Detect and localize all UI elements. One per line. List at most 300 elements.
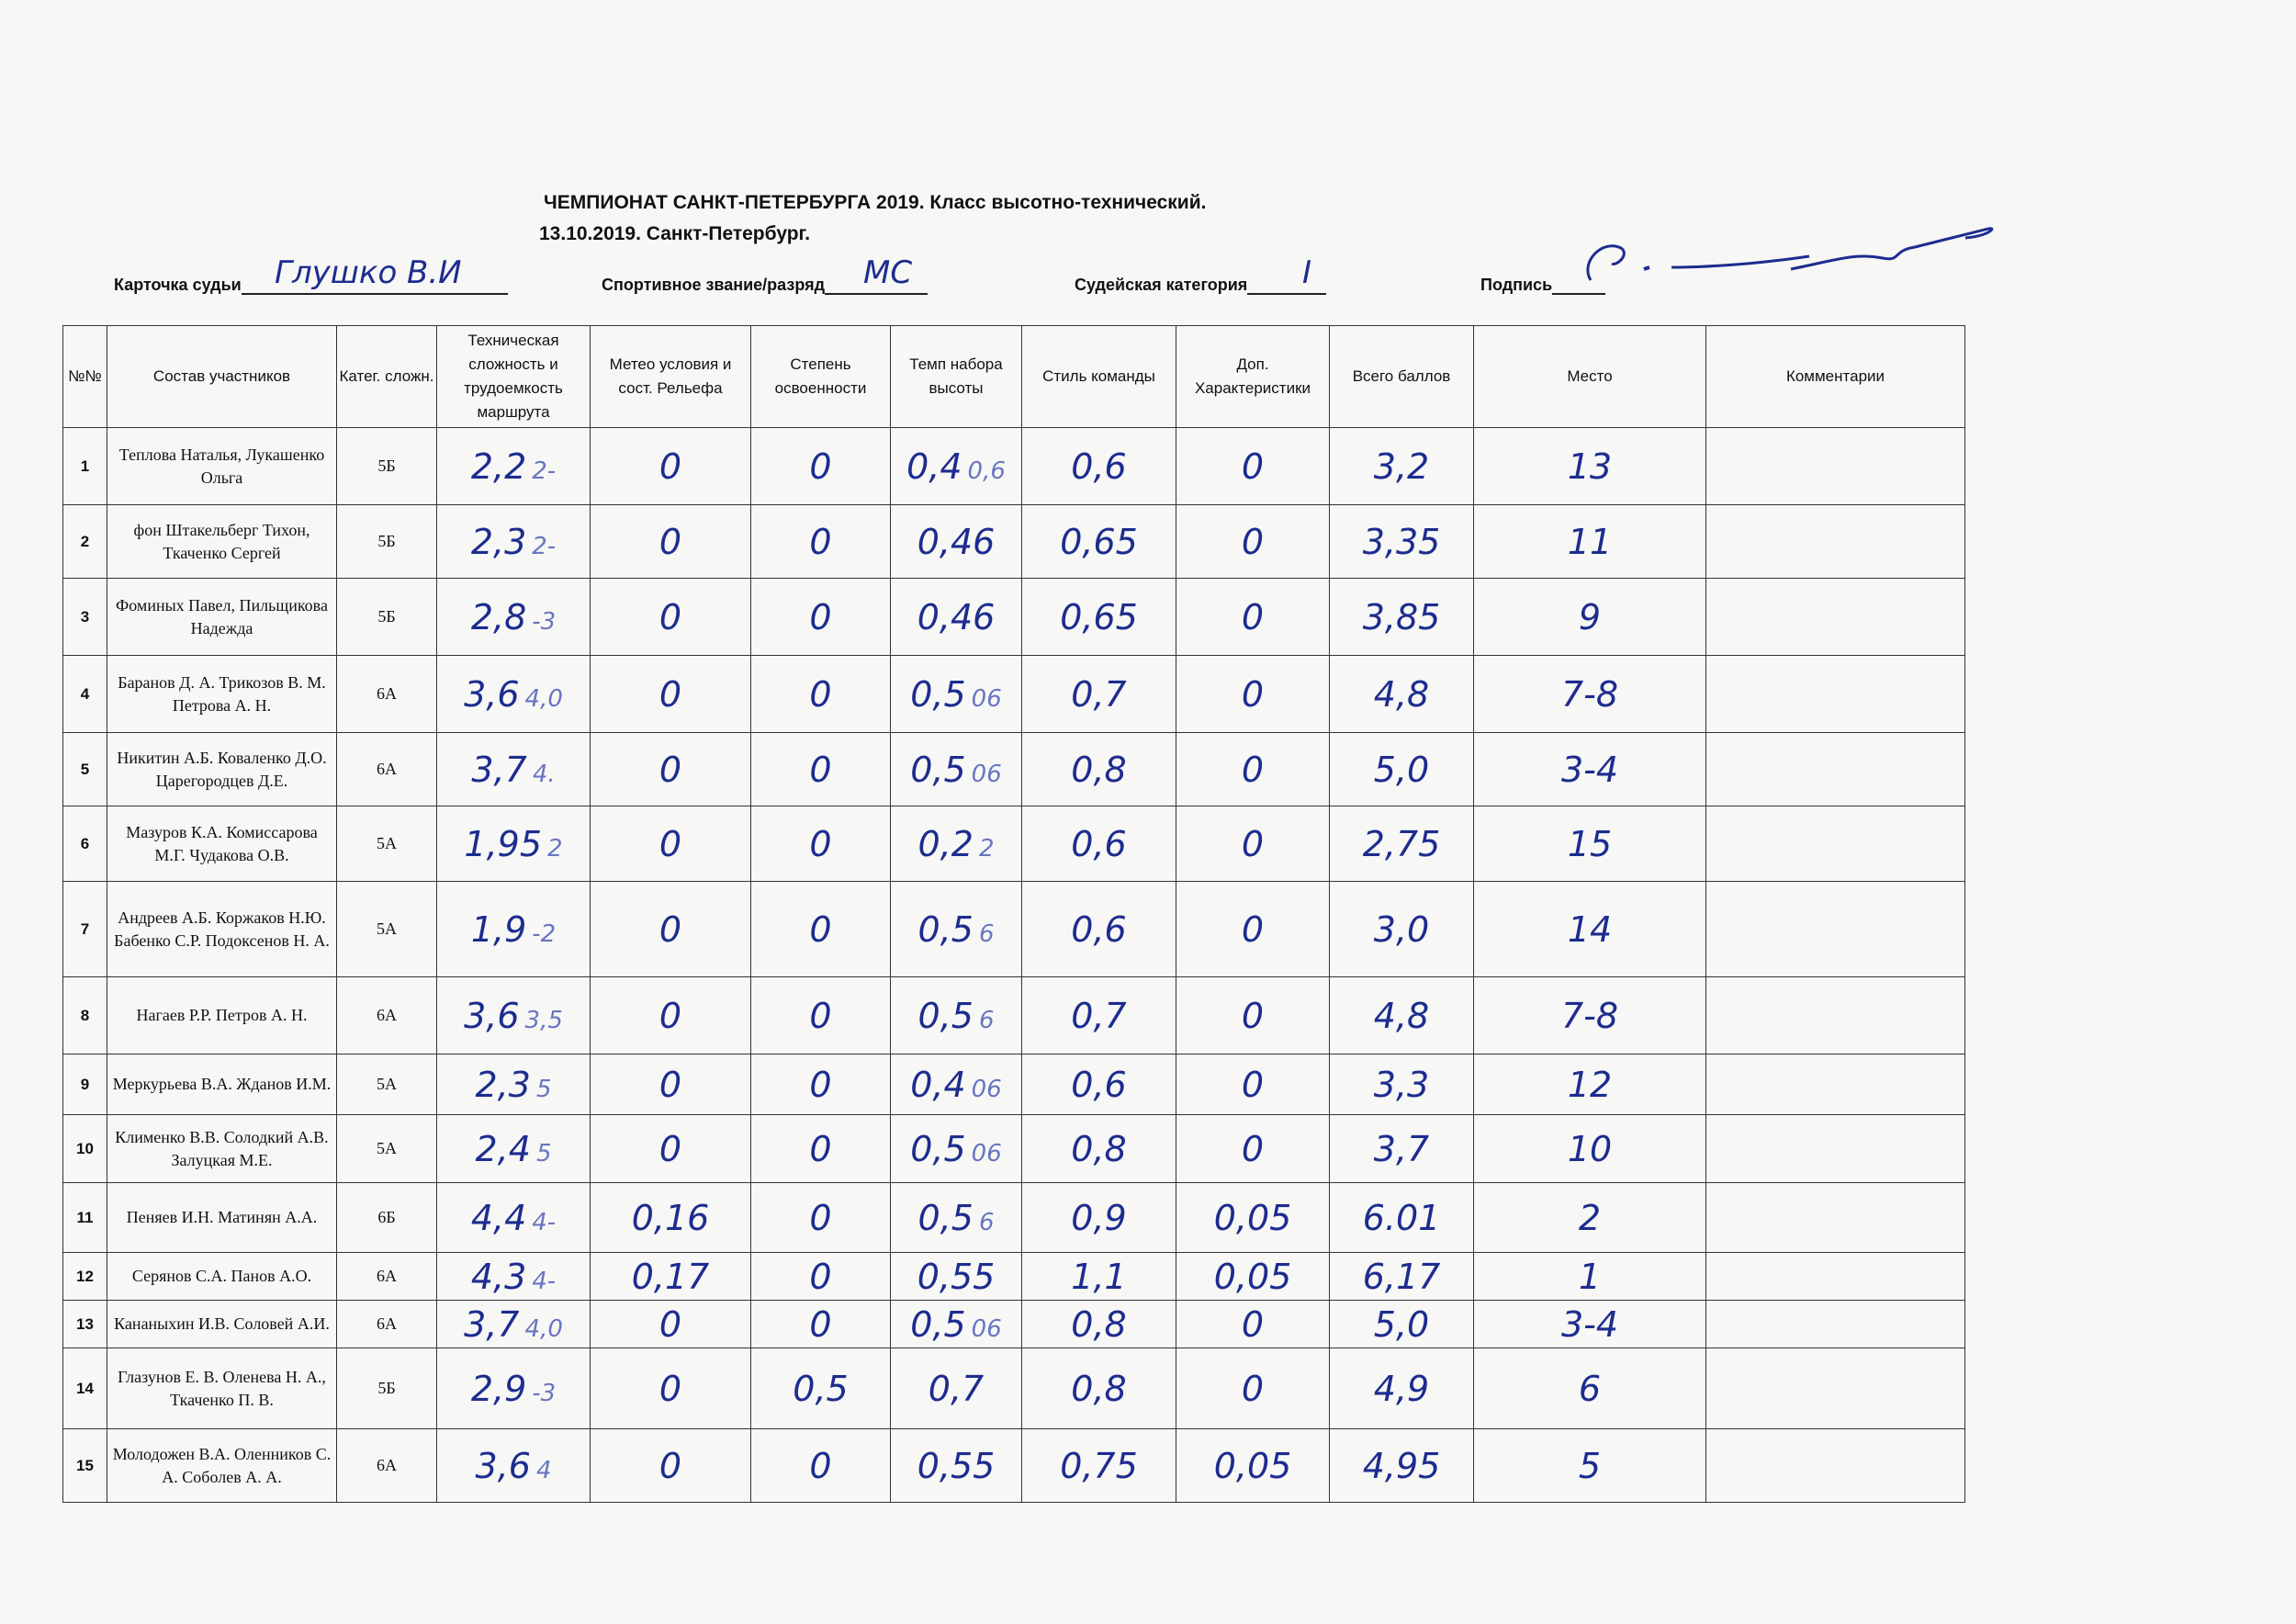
col-extra: Доп. Характеристики [1176,326,1330,428]
pace-cell-note: 0,6 [967,457,1006,485]
pace-cell-value: 0,5 [917,1197,974,1238]
pace-cell [891,733,1022,806]
degree-cell [751,806,891,882]
style-cell [1022,656,1176,733]
place-cell-value: 13 [1567,445,1613,487]
total-cell-value: 3,85 [1362,596,1441,637]
degree-cell-value: 0 [809,673,832,715]
style-cell [1022,882,1176,977]
style-cell [1022,1348,1176,1429]
place-cell [1474,1054,1706,1115]
place-cell-value: 1 [1578,1256,1602,1297]
extra-cell [1176,882,1330,977]
total-cell-value: 4,8 [1373,673,1430,715]
row-number: 4 [63,656,107,733]
degree-cell [751,1054,891,1115]
col-degree: Степень освоенности [751,326,891,428]
pace-cell-value: 0,5 [910,673,966,715]
pace-cell [891,1301,1022,1348]
technical-cell-note: 4,0 [524,684,563,713]
extra-cell-value: 0 [1241,521,1265,562]
style-cell-value: 0,6 [1071,823,1127,864]
signature-label: Подпись [1480,276,1553,294]
participants-cell: Теплова Наталья, Лукашенко Ольга [107,428,337,505]
total-cell [1330,806,1474,882]
technical-cell-value: 2,9 [470,1368,527,1409]
total-cell-value: 5,0 [1373,749,1430,790]
meteo-cell [591,806,751,882]
degree-cell-value: 0 [809,1128,832,1169]
technical-cell [437,579,591,656]
comment-cell [1706,806,1965,882]
technical-cell [437,428,591,505]
style-cell-value: 0,8 [1071,1303,1127,1345]
total-cell-value: 3,0 [1373,908,1430,950]
category-cell: 5А [337,1054,437,1115]
technical-cell-value: 2,3 [470,521,527,562]
place-cell-value: 15 [1567,823,1613,864]
meteo-cell [591,1054,751,1115]
comment-cell [1706,882,1965,977]
extra-cell-value: 0,05 [1213,1256,1292,1297]
category-cell: 5А [337,1115,437,1183]
style-cell [1022,428,1176,505]
participants-cell: Баранов Д. А. Трикозов В. М. Петрова А. Н. [107,656,337,733]
style-cell [1022,1183,1176,1253]
style-cell-value: 0,8 [1071,749,1127,790]
table-row [63,1301,1965,1348]
style-cell-value: 0,7 [1071,673,1127,715]
meteo-cell [591,1253,751,1301]
meteo-cell [591,1301,751,1348]
participants-cell: Глазунов Е. В. Оленева Н. А., Ткаченко П. В. [107,1348,337,1429]
technical-cell [437,733,591,806]
judge-value: Глушко В.И [275,254,462,291]
category-cell: 5Б [337,505,437,579]
technical-cell-value: 2,4 [475,1128,531,1169]
place-cell-value: 6 [1578,1368,1602,1409]
meteo-cell-value: 0 [658,673,682,715]
participants-cell: Фоминых Павел, Пильщикова Надежда [107,579,337,656]
meteo-cell [591,428,751,505]
degree-cell [751,1183,891,1253]
total-cell-value: 4,9 [1373,1368,1430,1409]
pace-cell [891,977,1022,1054]
table-row [63,428,1965,505]
place-cell-value: 5 [1578,1445,1602,1486]
extra-cell-value: 0,05 [1213,1445,1292,1486]
pace-cell-note: 6 [978,1006,995,1034]
category-cell: 5Б [337,579,437,656]
total-cell-value: 6,17 [1362,1256,1441,1297]
place-cell [1474,1348,1706,1429]
row-number: 9 [63,1054,107,1115]
degree-cell-value: 0 [809,749,832,790]
degree-cell-value: 0 [809,908,832,950]
extra-cell-value: 0 [1241,445,1265,487]
category-cell: 5Б [337,428,437,505]
degree-cell-value: 0 [809,1303,832,1345]
category-cell: 6А [337,656,437,733]
participants-cell: Серянов С.А. Панов А.О. [107,1253,337,1301]
meteo-cell-value: 0 [658,1303,682,1345]
participants-cell: Клименко В.В. Солодкий А.В. Залуцкая М.Е. [107,1115,337,1183]
category-cell: 5А [337,806,437,882]
extra-cell-value: 0 [1241,1303,1265,1345]
title-line-2: 13.10.2019. Санкт-Петербург. [539,223,811,244]
table-row [63,733,1965,806]
technical-cell-value: 2,8 [470,596,527,637]
category-cell: 6А [337,733,437,806]
extra-cell-value: 0,05 [1213,1197,1292,1238]
degree-cell [751,579,891,656]
technical-cell [437,1183,591,1253]
extra-cell [1176,1183,1330,1253]
technical-cell-note: -3 [532,1379,557,1407]
meteo-cell [591,656,751,733]
pace-cell [891,1183,1022,1253]
degree-cell-value: 0 [809,1256,832,1297]
comment-cell [1706,505,1965,579]
technical-cell [437,977,591,1054]
style-cell [1022,1301,1176,1348]
category-field [1075,254,1326,295]
meteo-cell-value: 0 [658,521,682,562]
meteo-cell-value: 0 [658,749,682,790]
meteo-cell [591,977,751,1054]
extra-cell-value: 0 [1241,673,1265,715]
pace-cell [891,882,1022,977]
meteo-cell-value: 0 [658,823,682,864]
degree-cell-value: 0 [809,521,832,562]
place-cell-value: 3-4 [1560,1303,1619,1345]
extra-cell-value: 0 [1241,749,1265,790]
table-row [63,579,1965,656]
place-cell-value: 11 [1567,521,1613,562]
technical-cell-value: 3,6 [464,995,520,1036]
meteo-cell-value: 0 [658,596,682,637]
category-cell: 6А [337,1301,437,1348]
technical-cell [437,806,591,882]
category-label: Судейская категория [1075,276,1248,294]
technical-cell-value: 3,7 [471,749,527,790]
technical-cell-value: 3,6 [475,1445,531,1486]
place-cell [1474,977,1706,1054]
pace-cell-note: 06 [971,760,1002,788]
meteo-cell-value: 0 [658,1128,682,1169]
comment-cell [1706,733,1965,806]
meteo-cell-value: 0 [658,995,682,1036]
style-cell-value: 0,65 [1060,596,1138,637]
technical-cell-note: 2 [547,834,563,863]
category-value: I [1302,254,1312,291]
technical-cell [437,1348,591,1429]
degree-cell-value: 0 [809,596,832,637]
meteo-cell [591,1429,751,1503]
pace-cell [891,1054,1022,1115]
table-header-row [63,326,1965,428]
technical-cell-note: 5 [535,1075,552,1103]
row-number: 6 [63,806,107,882]
style-cell [1022,579,1176,656]
place-cell-value: 3-4 [1560,749,1619,790]
participants-cell: Кананыхин И.В. Соловей А.И. [107,1301,337,1348]
technical-cell-note: -3 [532,607,557,636]
category-cell: 6А [337,1429,437,1503]
pace-cell-note: 06 [971,1139,1002,1167]
degree-cell [751,1253,891,1301]
meteo-cell [591,882,751,977]
pace-cell [891,505,1022,579]
technical-cell [437,1115,591,1183]
extra-cell [1176,1301,1330,1348]
style-cell-value: 0,6 [1071,445,1127,487]
pace-cell [891,1253,1022,1301]
table-row [63,1348,1965,1429]
pace-cell-note: 6 [978,1208,995,1236]
category-cell: 6А [337,977,437,1054]
participants-cell: Меркурьева В.А. Жданов И.М. [107,1054,337,1115]
total-cell-value: 3,35 [1362,521,1441,562]
pace-cell [891,656,1022,733]
rank-field [602,254,928,295]
place-cell [1474,806,1706,882]
participants-cell: Никитин А.Б. Коваленко Д.О. Царегородцев Д.Е. [107,733,337,806]
comment-cell [1706,1429,1965,1503]
meteo-cell [591,1115,751,1183]
total-cell [1330,1183,1474,1253]
total-cell [1330,882,1474,977]
total-cell [1330,1253,1474,1301]
extra-cell [1176,1115,1330,1183]
col-number: №№ [63,326,107,428]
total-cell [1330,1115,1474,1183]
pace-cell [891,1348,1022,1429]
meteo-cell [591,733,751,806]
pace-cell-value: 0,5 [917,995,974,1036]
meteo-cell-value: 0 [658,908,682,950]
table-row [63,806,1965,882]
extra-cell [1176,1054,1330,1115]
rank-label: Спортивное звание/разряд [602,276,826,294]
participants-cell: Мазуров К.А. Комиссарова М.Г. Чудакова О.В. [107,806,337,882]
col-meteo: Метео условия и сост. Рельефа [591,326,751,428]
table-row [63,1054,1965,1115]
place-cell [1474,656,1706,733]
row-number: 2 [63,505,107,579]
place-cell-value: 12 [1567,1064,1613,1105]
participants-cell: Андреев А.Б. Коржаков Н.Ю. Бабенко С.Р. Подоксенов Н. А. [107,882,337,977]
signature-scribble [1580,216,2002,294]
participants-cell: Пеняев И.Н. Матинян А.А. [107,1183,337,1253]
col-technical: Техническая сложность и трудоемкость маршрута [437,326,591,428]
pace-cell-value: 0,7 [928,1368,985,1409]
total-cell-value: 3,7 [1373,1128,1430,1169]
place-cell [1474,1183,1706,1253]
pace-cell [891,1429,1022,1503]
style-cell-value: 0,6 [1071,908,1127,950]
total-cell-value: 6.01 [1362,1197,1441,1238]
degree-cell [751,977,891,1054]
meteo-cell-value: 0,17 [631,1256,710,1297]
technical-cell-value: 2,2 [470,445,527,487]
technical-cell-note: 5 [535,1139,552,1167]
technical-cell-note: 4. [532,760,556,788]
pace-cell-value: 0,46 [917,521,996,562]
total-cell [1330,1054,1474,1115]
place-cell [1474,428,1706,505]
pace-cell [891,428,1022,505]
degree-cell-value: 0 [809,995,832,1036]
comment-cell [1706,579,1965,656]
technical-cell [437,505,591,579]
style-cell-value: 0,7 [1071,995,1127,1036]
total-cell [1330,1301,1474,1348]
category-cell: 5А [337,882,437,977]
degree-cell [751,1348,891,1429]
extra-cell-value: 0 [1241,596,1265,637]
style-cell [1022,977,1176,1054]
table-row [63,1183,1965,1253]
col-pace: Темп набора высоты [891,326,1022,428]
degree-cell [751,505,891,579]
document-title [539,187,1207,250]
pace-cell-note: 06 [971,1314,1002,1343]
table-row [63,1115,1965,1183]
technical-cell [437,656,591,733]
total-cell-value: 2,75 [1362,823,1441,864]
row-number: 1 [63,428,107,505]
meteo-cell-value: 0 [658,1368,682,1409]
place-cell-value: 14 [1567,908,1613,950]
style-cell [1022,1253,1176,1301]
col-participants: Состав участников [107,326,337,428]
extra-cell [1176,579,1330,656]
row-number: 11 [63,1183,107,1253]
row-number: 14 [63,1348,107,1429]
extra-cell-value: 0 [1241,1368,1265,1409]
title-line-1: ЧЕМПИОНАТ САНКТ-ПЕТЕРБУРГА 2019. Класс высотно-технический. [544,192,1207,213]
technical-cell-note: 4,0 [524,1314,563,1343]
extra-cell [1176,505,1330,579]
col-total: Всего баллов [1330,326,1474,428]
place-cell [1474,1115,1706,1183]
degree-cell [751,882,891,977]
pace-cell [891,1115,1022,1183]
place-cell [1474,505,1706,579]
place-cell-value: 7-8 [1560,995,1619,1036]
technical-cell [437,1301,591,1348]
extra-cell [1176,1253,1330,1301]
technical-cell [437,1253,591,1301]
extra-cell [1176,733,1330,806]
col-place: Место [1474,326,1706,428]
technical-cell-note: -2 [532,919,557,948]
technical-cell-note: 4 [535,1456,552,1484]
style-cell-value: 0,6 [1071,1064,1127,1105]
technical-cell [437,1054,591,1115]
degree-cell-value: 0 [809,1064,832,1105]
comment-cell [1706,1301,1965,1348]
meteo-cell [591,579,751,656]
extra-cell-value: 0 [1241,1064,1265,1105]
meteo-cell-value: 0 [658,1064,682,1105]
total-cell [1330,1348,1474,1429]
place-cell-value: 2 [1578,1197,1602,1238]
place-cell-value: 10 [1567,1128,1613,1169]
extra-cell [1176,1429,1330,1503]
style-cell [1022,806,1176,882]
place-cell [1474,579,1706,656]
extra-cell-value: 0 [1241,1128,1265,1169]
technical-cell [437,1429,591,1503]
degree-cell [751,1115,891,1183]
category-cell: 6Б [337,1183,437,1253]
participants-cell: фон Штакельберг Тихон, Ткаченко Сергей [107,505,337,579]
technical-cell-note: 4- [532,1267,557,1295]
results-table [62,325,1965,1503]
meteo-cell [591,1183,751,1253]
style-cell-value: 0,65 [1060,521,1138,562]
style-cell [1022,505,1176,579]
meteo-cell-value: 0 [658,445,682,487]
row-number: 15 [63,1429,107,1503]
style-cell-value: 0,9 [1071,1197,1127,1238]
pace-cell-value: 0,2 [917,823,974,864]
extra-cell-value: 0 [1241,908,1265,950]
degree-cell [751,1429,891,1503]
row-number: 12 [63,1253,107,1301]
extra-cell [1176,1348,1330,1429]
degree-cell-value: 0 [809,823,832,864]
participants-cell: Молодожен В.А. Оленников С. А. Соболев А. А. [107,1429,337,1503]
total-cell [1330,977,1474,1054]
place-cell [1474,733,1706,806]
table-row [63,882,1965,977]
style-cell [1022,1054,1176,1115]
total-cell-value: 5,0 [1373,1303,1430,1345]
pace-cell [891,806,1022,882]
technical-cell-note: 2- [532,532,557,560]
pace-cell-value: 0,5 [910,1303,966,1345]
extra-cell-value: 0 [1241,823,1265,864]
technical-cell-note: 3,5 [524,1006,563,1034]
extra-cell [1176,428,1330,505]
style-cell-value: 0,8 [1071,1128,1127,1169]
comment-cell [1706,656,1965,733]
total-cell-value: 4,8 [1373,995,1430,1036]
technical-cell-note: 4- [532,1208,557,1236]
table-row [63,977,1965,1054]
row-number: 7 [63,882,107,977]
total-cell [1330,733,1474,806]
row-number: 13 [63,1301,107,1348]
row-number: 3 [63,579,107,656]
total-cell [1330,1429,1474,1503]
table-row [63,656,1965,733]
judge-field [114,254,508,295]
comment-cell [1706,1183,1965,1253]
technical-cell-note: 2- [532,457,557,485]
rank-value: МС [863,254,913,291]
degree-cell-value: 0 [809,1197,832,1238]
col-style: Стиль команды [1022,326,1176,428]
style-cell [1022,733,1176,806]
place-cell [1474,1253,1706,1301]
degree-cell-value: 0 [809,1445,832,1486]
comment-cell [1706,1054,1965,1115]
technical-cell-value: 1,95 [464,823,543,864]
